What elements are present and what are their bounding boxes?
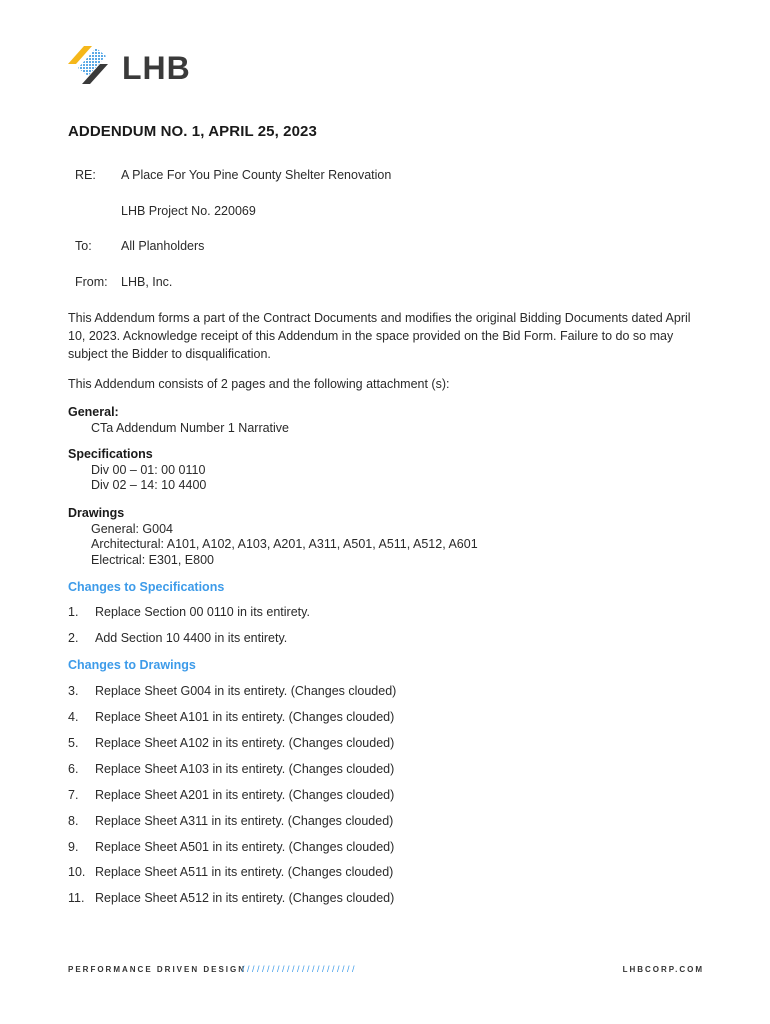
list-number: 5. [68,736,79,750]
list-text: Replace Sheet A512 in its entirety. (Changes clouded) [95,891,395,905]
from-value: LHB, Inc. [121,275,173,289]
list-text: Replace Sheet A103 in its entirety. (Changes clouded) [95,762,395,776]
list-item [68,631,287,645]
list-text: Replace Sheet A511 in its entirety. (Changes clouded) [95,865,394,879]
drawings-group [68,506,478,568]
from-row [75,275,172,289]
general-item: CTa Addendum Number 1 Narrative [91,420,290,435]
list-text: Add Section 10 4400 in its entirety. [95,631,288,645]
specifications-heading: Specifications [68,447,153,461]
list-item [68,891,394,905]
list-item [68,814,393,828]
list-number: 9. [68,840,79,854]
list-number: 10. [68,865,86,879]
list-text: Replace Sheet A102 in its entirety. (Changes clouded) [95,736,395,750]
list-item [68,710,394,724]
drawings-item: Electrical: E301, E800 [91,552,214,567]
footer-website: LHBCORP.COM [622,965,704,974]
re-label: RE: [75,168,96,182]
list-number: 1. [68,605,79,619]
list-number: 11. [68,891,85,905]
project-number: LHB Project No. 220069 [121,204,256,218]
list-item [68,684,396,698]
list-number: 8. [68,814,79,828]
re-row [75,168,391,182]
list-text: Replace Sheet A201 in its entirety. (Changes clouded) [95,788,395,802]
list-item [68,762,394,776]
to-label: To: [75,239,92,253]
list-item [68,865,393,879]
logo-text: LHB [122,50,191,86]
to-row [75,239,204,253]
consists-paragraph: This Addendum consists of 2 pages and the following attachment (s): [68,377,450,391]
drawings-item: Architectural: A101, A102, A103, A201, A311, A501, A511, A512, A601 [91,537,478,551]
changes-drawings-heading: Changes to Drawings [68,658,196,672]
footer-tagline: PERFORMANCE DRIVEN DESIGN [68,965,247,974]
project-row [75,204,256,218]
list-text: Replace Sheet A311 in its entirety. (Changes clouded) [95,814,394,828]
list-number: 7. [68,788,79,802]
drawings-item: General: G004 [91,521,173,536]
list-number: 6. [68,762,79,776]
list-number: 4. [68,710,79,724]
list-number: 3. [68,684,79,698]
list-item [68,788,394,802]
list-item [68,736,394,750]
list-text: Replace Sheet A501 in its entirety. (Changes clouded) [95,840,395,854]
list-text: Replace Section 00 0110 in its entirety. [95,605,310,619]
list-item [68,605,310,619]
page-footer [68,965,704,979]
list-item [68,840,394,854]
drawings-heading: Drawings [68,506,125,520]
document-title: ADDENDUM NO. 1, APRIL 25, 2023 [68,123,317,140]
to-value: All Planholders [121,239,205,253]
re-value: A Place For You Pine County Shelter Renovation [121,168,392,182]
from-label: From: [75,275,108,289]
list-number: 2. [68,631,79,645]
list-text: Replace Sheet A101 in its entirety. (Changes clouded) [95,710,395,724]
specifications-item: Div 00 – 01: 00 0110 [91,462,206,477]
footer-slash-divider: / / / / / / / / / / / / / / / / / / / / / / / [242,964,355,974]
intro-paragraph: This Addendum forms a part of the Contract Documents and modifies the original Bidding Documents dated April 10, 2023. Acknowledge receipt of this Addendum in the space provided on the Bid Form. Failure to do so may subject the Bidder to disqualification. [68,311,691,361]
specifications-item: Div 02 – 14: 10 4400 [91,478,207,492]
list-text: Replace Sheet G004 in its entirety. (Changes clouded) [95,684,397,698]
changes-specifications-heading: Changes to Specifications [68,580,225,594]
general-heading: General: [68,405,119,419]
general-group [68,405,289,436]
company-logo [68,46,213,88]
lhb-logo-mark [68,46,213,88]
specifications-group [68,447,206,494]
